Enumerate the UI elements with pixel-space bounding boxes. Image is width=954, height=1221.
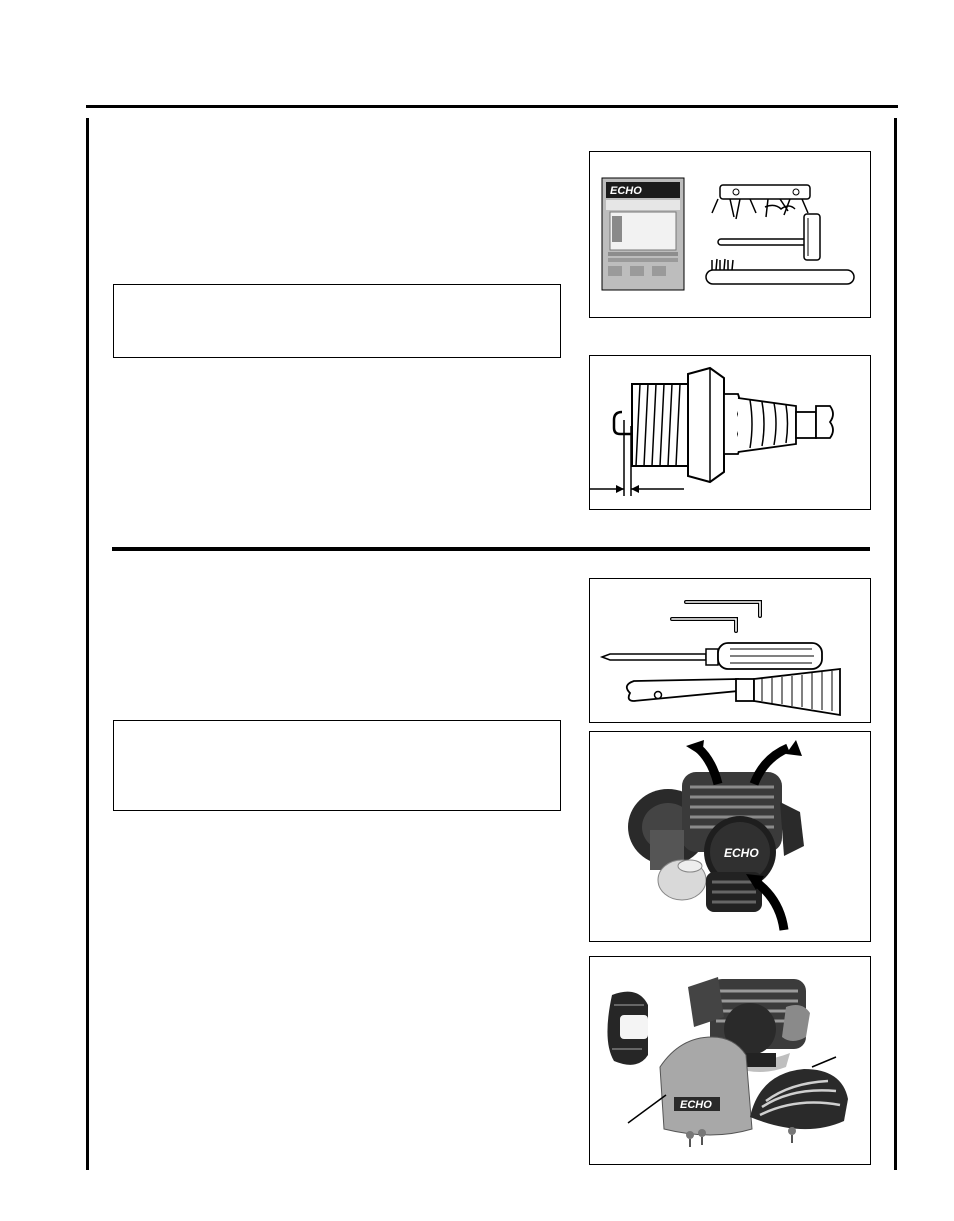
figure-spark-plug-tools (589, 151, 871, 318)
left-margin-rule (86, 118, 89, 1170)
figure-engine-covers (589, 956, 871, 1165)
echo-logo-shroud: ECHO (680, 1099, 712, 1111)
figure-engine-airflow (589, 731, 871, 942)
section-divider-rule (112, 547, 870, 551)
echo-logo-engine: ECHO (724, 846, 759, 860)
note-box-spark-plug (113, 284, 561, 358)
right-margin-rule (894, 118, 897, 1170)
figure-cleaning-tools (589, 578, 871, 723)
echo-logo-card: ECHO (610, 185, 642, 197)
note-box-cooling (113, 720, 561, 811)
figure-spark-plug-gap (589, 355, 871, 510)
top-rule (86, 105, 898, 108)
